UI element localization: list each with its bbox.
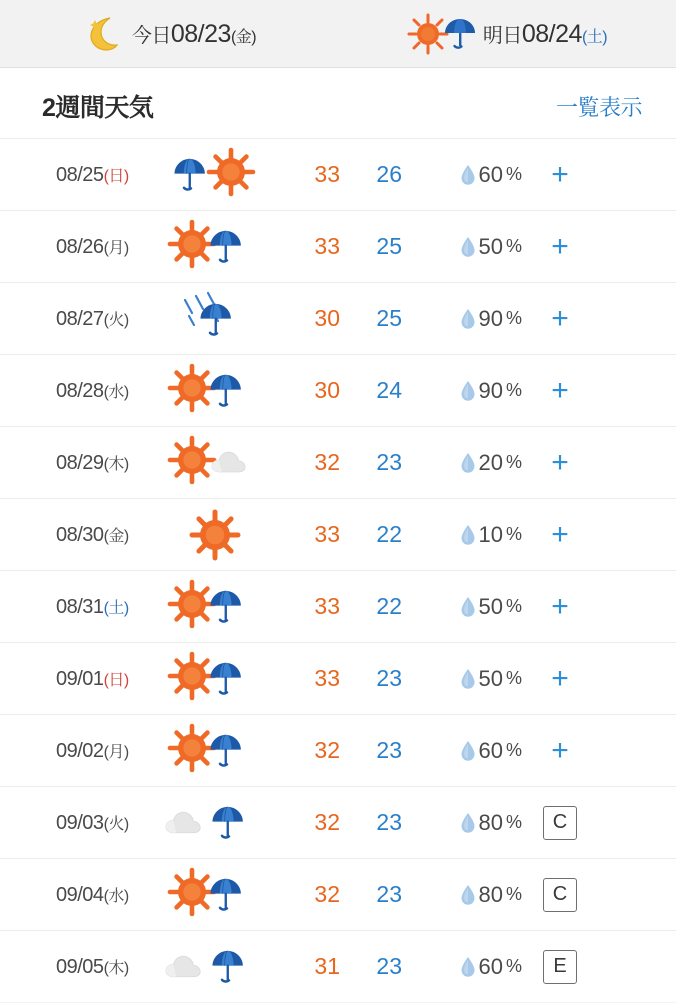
- row-precip-probability: [402, 666, 522, 692]
- row-precip-unit: %: [505, 524, 522, 544]
- row-low-temp: 23: [376, 737, 402, 763]
- list-view-link[interactable]: 一覧表示: [555, 94, 642, 120]
- row-action-cell[interactable]: [522, 229, 598, 263]
- row-precip-unit: %: [505, 452, 522, 472]
- grade-c-badge[interactable]: C: [543, 878, 577, 912]
- row-precip-unit: %: [505, 380, 522, 400]
- tomorrow-dow: (土): [581, 28, 608, 46]
- row-high-temp: 32: [314, 449, 340, 475]
- row-dow: (火): [103, 815, 129, 833]
- tomorrow-weather-icons: [407, 13, 477, 55]
- row-low-temp: 23: [376, 881, 402, 907]
- row-dow: (日): [103, 167, 129, 185]
- row-precip-probability: [402, 450, 522, 476]
- row-date: [0, 379, 152, 403]
- droplet-icon: [460, 452, 476, 474]
- row-precip-unit: %: [505, 596, 522, 616]
- row-high-temp: 30: [314, 305, 340, 331]
- row-precip-probability: [402, 234, 522, 260]
- row-date-value: 09/05: [56, 955, 104, 978]
- row-weather-icon: [152, 571, 278, 643]
- row-precip-probability: [402, 306, 522, 332]
- sun-umbrella-icon: [159, 718, 271, 784]
- row-precip-value: 80: [478, 881, 503, 907]
- add-to-calendar-button[interactable]: +: [551, 517, 569, 551]
- row-action-cell[interactable]: [522, 661, 598, 695]
- row-date-value: 08/31: [56, 595, 104, 618]
- row-date-value: 09/02: [56, 739, 104, 762]
- row-high-temp: 33: [314, 665, 340, 691]
- row-low-temp: 22: [376, 521, 402, 547]
- row-high-temp: 32: [314, 881, 340, 907]
- table-row[interactable]: [0, 354, 676, 426]
- row-precip-value: 80: [478, 809, 503, 835]
- row-date: [0, 883, 152, 907]
- row-date: [0, 307, 152, 331]
- row-high-temp: 31: [314, 953, 340, 979]
- row-high-temp: 32: [314, 737, 340, 763]
- row-high-temp: 33: [314, 521, 340, 547]
- row-high-temp: 32: [314, 809, 340, 835]
- row-dow: (木): [103, 959, 129, 977]
- row-low-temp: 25: [376, 305, 402, 331]
- row-precip-value: 50: [478, 593, 503, 619]
- today-tomorrow-bar: [0, 0, 676, 68]
- row-dow: (土): [103, 599, 129, 617]
- today-weather-icons: [82, 14, 126, 54]
- row-weather-icon: [152, 283, 278, 355]
- row-action-cell[interactable]: [522, 806, 598, 840]
- crescent-moon-icon: [82, 14, 126, 54]
- add-to-calendar-button[interactable]: +: [551, 157, 569, 191]
- row-precip-probability: [402, 954, 522, 980]
- table-row[interactable]: [0, 786, 676, 858]
- droplet-icon: [460, 380, 476, 402]
- table-row[interactable]: [0, 642, 676, 714]
- droplet-icon: [460, 884, 476, 906]
- table-row[interactable]: [0, 858, 676, 930]
- card-header: [0, 68, 676, 138]
- row-dow: (月): [103, 239, 129, 257]
- row-low-temp: 25: [376, 233, 402, 259]
- row-date-value: 09/03: [56, 811, 104, 834]
- row-dow: (木): [103, 455, 129, 473]
- row-precip-value: 50: [478, 665, 503, 691]
- table-row[interactable]: [0, 714, 676, 786]
- row-weather-icon: [152, 499, 278, 571]
- row-action-cell[interactable]: [522, 445, 598, 479]
- row-date: [0, 523, 152, 547]
- row-dow: (水): [103, 887, 129, 905]
- umbrella-sun-icon: [159, 142, 271, 208]
- grade-c-badge[interactable]: C: [543, 806, 577, 840]
- row-precip-probability: [402, 378, 522, 404]
- row-date: [0, 163, 152, 187]
- droplet-icon: [460, 236, 476, 258]
- row-weather-icon: [152, 139, 278, 211]
- row-weather-icon: [152, 787, 278, 859]
- row-date: [0, 595, 152, 619]
- row-low-temp: 23: [376, 449, 402, 475]
- row-date-value: 08/27: [56, 307, 104, 330]
- row-date-value: 09/01: [56, 667, 104, 690]
- row-date: [0, 235, 152, 259]
- row-weather-icon: [152, 643, 278, 715]
- row-precip-value: 10: [478, 521, 503, 547]
- today-date: 08/23: [170, 19, 231, 48]
- row-weather-icon: [152, 931, 278, 1003]
- tomorrow-cell[interactable]: [338, 13, 676, 55]
- row-precip-unit: %: [505, 956, 522, 976]
- add-to-calendar-button[interactable]: +: [551, 661, 569, 695]
- row-weather-icon: [152, 715, 278, 787]
- row-weather-icon: [152, 355, 278, 427]
- row-weather-icon: [152, 211, 278, 283]
- table-row[interactable]: [0, 570, 676, 642]
- row-action-cell[interactable]: [522, 301, 598, 335]
- row-low-temp: 23: [376, 665, 402, 691]
- row-action-cell[interactable]: [522, 157, 598, 191]
- sun-umbrella-icon: [159, 646, 271, 712]
- droplet-icon: [460, 524, 476, 546]
- row-action-cell[interactable]: [522, 517, 598, 551]
- row-date: [0, 739, 152, 763]
- today-prefix: 今日: [131, 24, 171, 47]
- row-date: [0, 451, 152, 475]
- grade-e-badge[interactable]: E: [543, 950, 577, 984]
- sun-cloud-icon: [159, 430, 271, 496]
- row-dow: (金): [103, 527, 129, 545]
- row-dow: (火): [103, 311, 129, 329]
- row-date-value: 09/04: [56, 883, 104, 906]
- row-date-value: 08/29: [56, 451, 104, 474]
- row-date: [0, 955, 152, 979]
- row-weather-icon: [152, 427, 278, 499]
- row-precip-value: 20: [478, 449, 503, 475]
- row-precip-unit: %: [505, 884, 522, 904]
- table-row[interactable]: [0, 282, 676, 354]
- sun-umbrella-icon: [159, 214, 271, 280]
- row-precip-value: 60: [478, 737, 503, 763]
- droplet-icon: [460, 668, 476, 690]
- row-action-cell[interactable]: [522, 373, 598, 407]
- row-low-temp: 24: [376, 377, 402, 403]
- add-to-calendar-button[interactable]: +: [551, 445, 569, 479]
- row-precip-unit: %: [505, 812, 522, 832]
- row-high-temp: 33: [314, 593, 340, 619]
- sun-umbrella-icon: [159, 358, 271, 424]
- today-dow: (金): [230, 28, 257, 46]
- cloud-umbrella-icon: [159, 934, 271, 1000]
- row-low-temp: 26: [376, 161, 402, 187]
- row-action-cell[interactable]: [522, 878, 598, 912]
- row-precip-value: 50: [478, 233, 503, 259]
- row-date: [0, 667, 152, 691]
- row-dow: (日): [103, 671, 129, 689]
- row-precip-unit: %: [505, 308, 522, 328]
- row-precip-value: 60: [478, 953, 503, 979]
- row-dow: (水): [103, 383, 129, 401]
- table-row[interactable]: [0, 210, 676, 282]
- sun-icon: [159, 502, 271, 568]
- sun-umbrella-icon: [159, 574, 271, 640]
- two-week-forecast-card: [0, 68, 676, 1002]
- table-row[interactable]: [0, 498, 676, 570]
- row-precip-value: 90: [478, 377, 503, 403]
- today-cell[interactable]: [0, 14, 338, 54]
- row-date-value: 08/28: [56, 379, 104, 402]
- sun-umbrella-icon: [159, 862, 271, 928]
- add-to-calendar-button[interactable]: +: [551, 373, 569, 407]
- row-action-cell[interactable]: [522, 950, 598, 984]
- forecast-list: [0, 138, 676, 1002]
- table-row[interactable]: [0, 930, 676, 1002]
- rain-umbrella-icon: [159, 286, 271, 352]
- row-high-temp: 30: [314, 377, 340, 403]
- row-precip-value: 60: [478, 161, 503, 187]
- umbrella-icon: [443, 14, 477, 54]
- row-action-cell[interactable]: [522, 733, 598, 767]
- tomorrow-prefix: 明日: [482, 24, 522, 47]
- row-precip-probability: [402, 738, 522, 764]
- droplet-icon: [460, 740, 476, 762]
- row-high-temp: 33: [314, 161, 340, 187]
- row-precip-unit: %: [505, 236, 522, 256]
- page-title: 2週間天気: [42, 94, 154, 122]
- row-date-value: 08/30: [56, 523, 104, 546]
- add-to-calendar-button[interactable]: +: [551, 733, 569, 767]
- row-precip-value: 90: [478, 305, 503, 331]
- row-date: [0, 811, 152, 835]
- row-precip-unit: %: [505, 740, 522, 760]
- add-to-calendar-button[interactable]: +: [551, 301, 569, 335]
- row-high-temp: 33: [314, 233, 340, 259]
- droplet-icon: [460, 164, 476, 186]
- row-weather-icon: [152, 859, 278, 931]
- row-dow: (月): [103, 743, 129, 761]
- droplet-icon: [460, 956, 476, 978]
- row-precip-unit: %: [505, 668, 522, 688]
- row-precip-probability: [402, 882, 522, 908]
- row-precip-probability: [402, 162, 522, 188]
- today-label: [132, 19, 256, 49]
- table-row[interactable]: [0, 426, 676, 498]
- add-to-calendar-button[interactable]: +: [551, 229, 569, 263]
- row-low-temp: 23: [376, 809, 402, 835]
- row-precip-probability: [402, 810, 522, 836]
- row-date-value: 08/26: [56, 235, 104, 258]
- row-date-value: 08/25: [56, 163, 104, 186]
- row-precip-probability: [402, 594, 522, 620]
- row-low-temp: 23: [376, 953, 402, 979]
- tomorrow-label: [483, 19, 607, 49]
- droplet-icon: [460, 596, 476, 618]
- droplet-icon: [460, 812, 476, 834]
- cloud-umbrella-icon: [159, 790, 271, 856]
- droplet-icon: [460, 308, 476, 330]
- tomorrow-date: 08/24: [521, 19, 582, 48]
- row-action-cell[interactable]: [522, 589, 598, 623]
- row-low-temp: 22: [376, 593, 402, 619]
- table-row[interactable]: [0, 138, 676, 210]
- add-to-calendar-button[interactable]: +: [551, 589, 569, 623]
- row-precip-probability: [402, 522, 522, 548]
- row-precip-unit: %: [505, 164, 522, 184]
